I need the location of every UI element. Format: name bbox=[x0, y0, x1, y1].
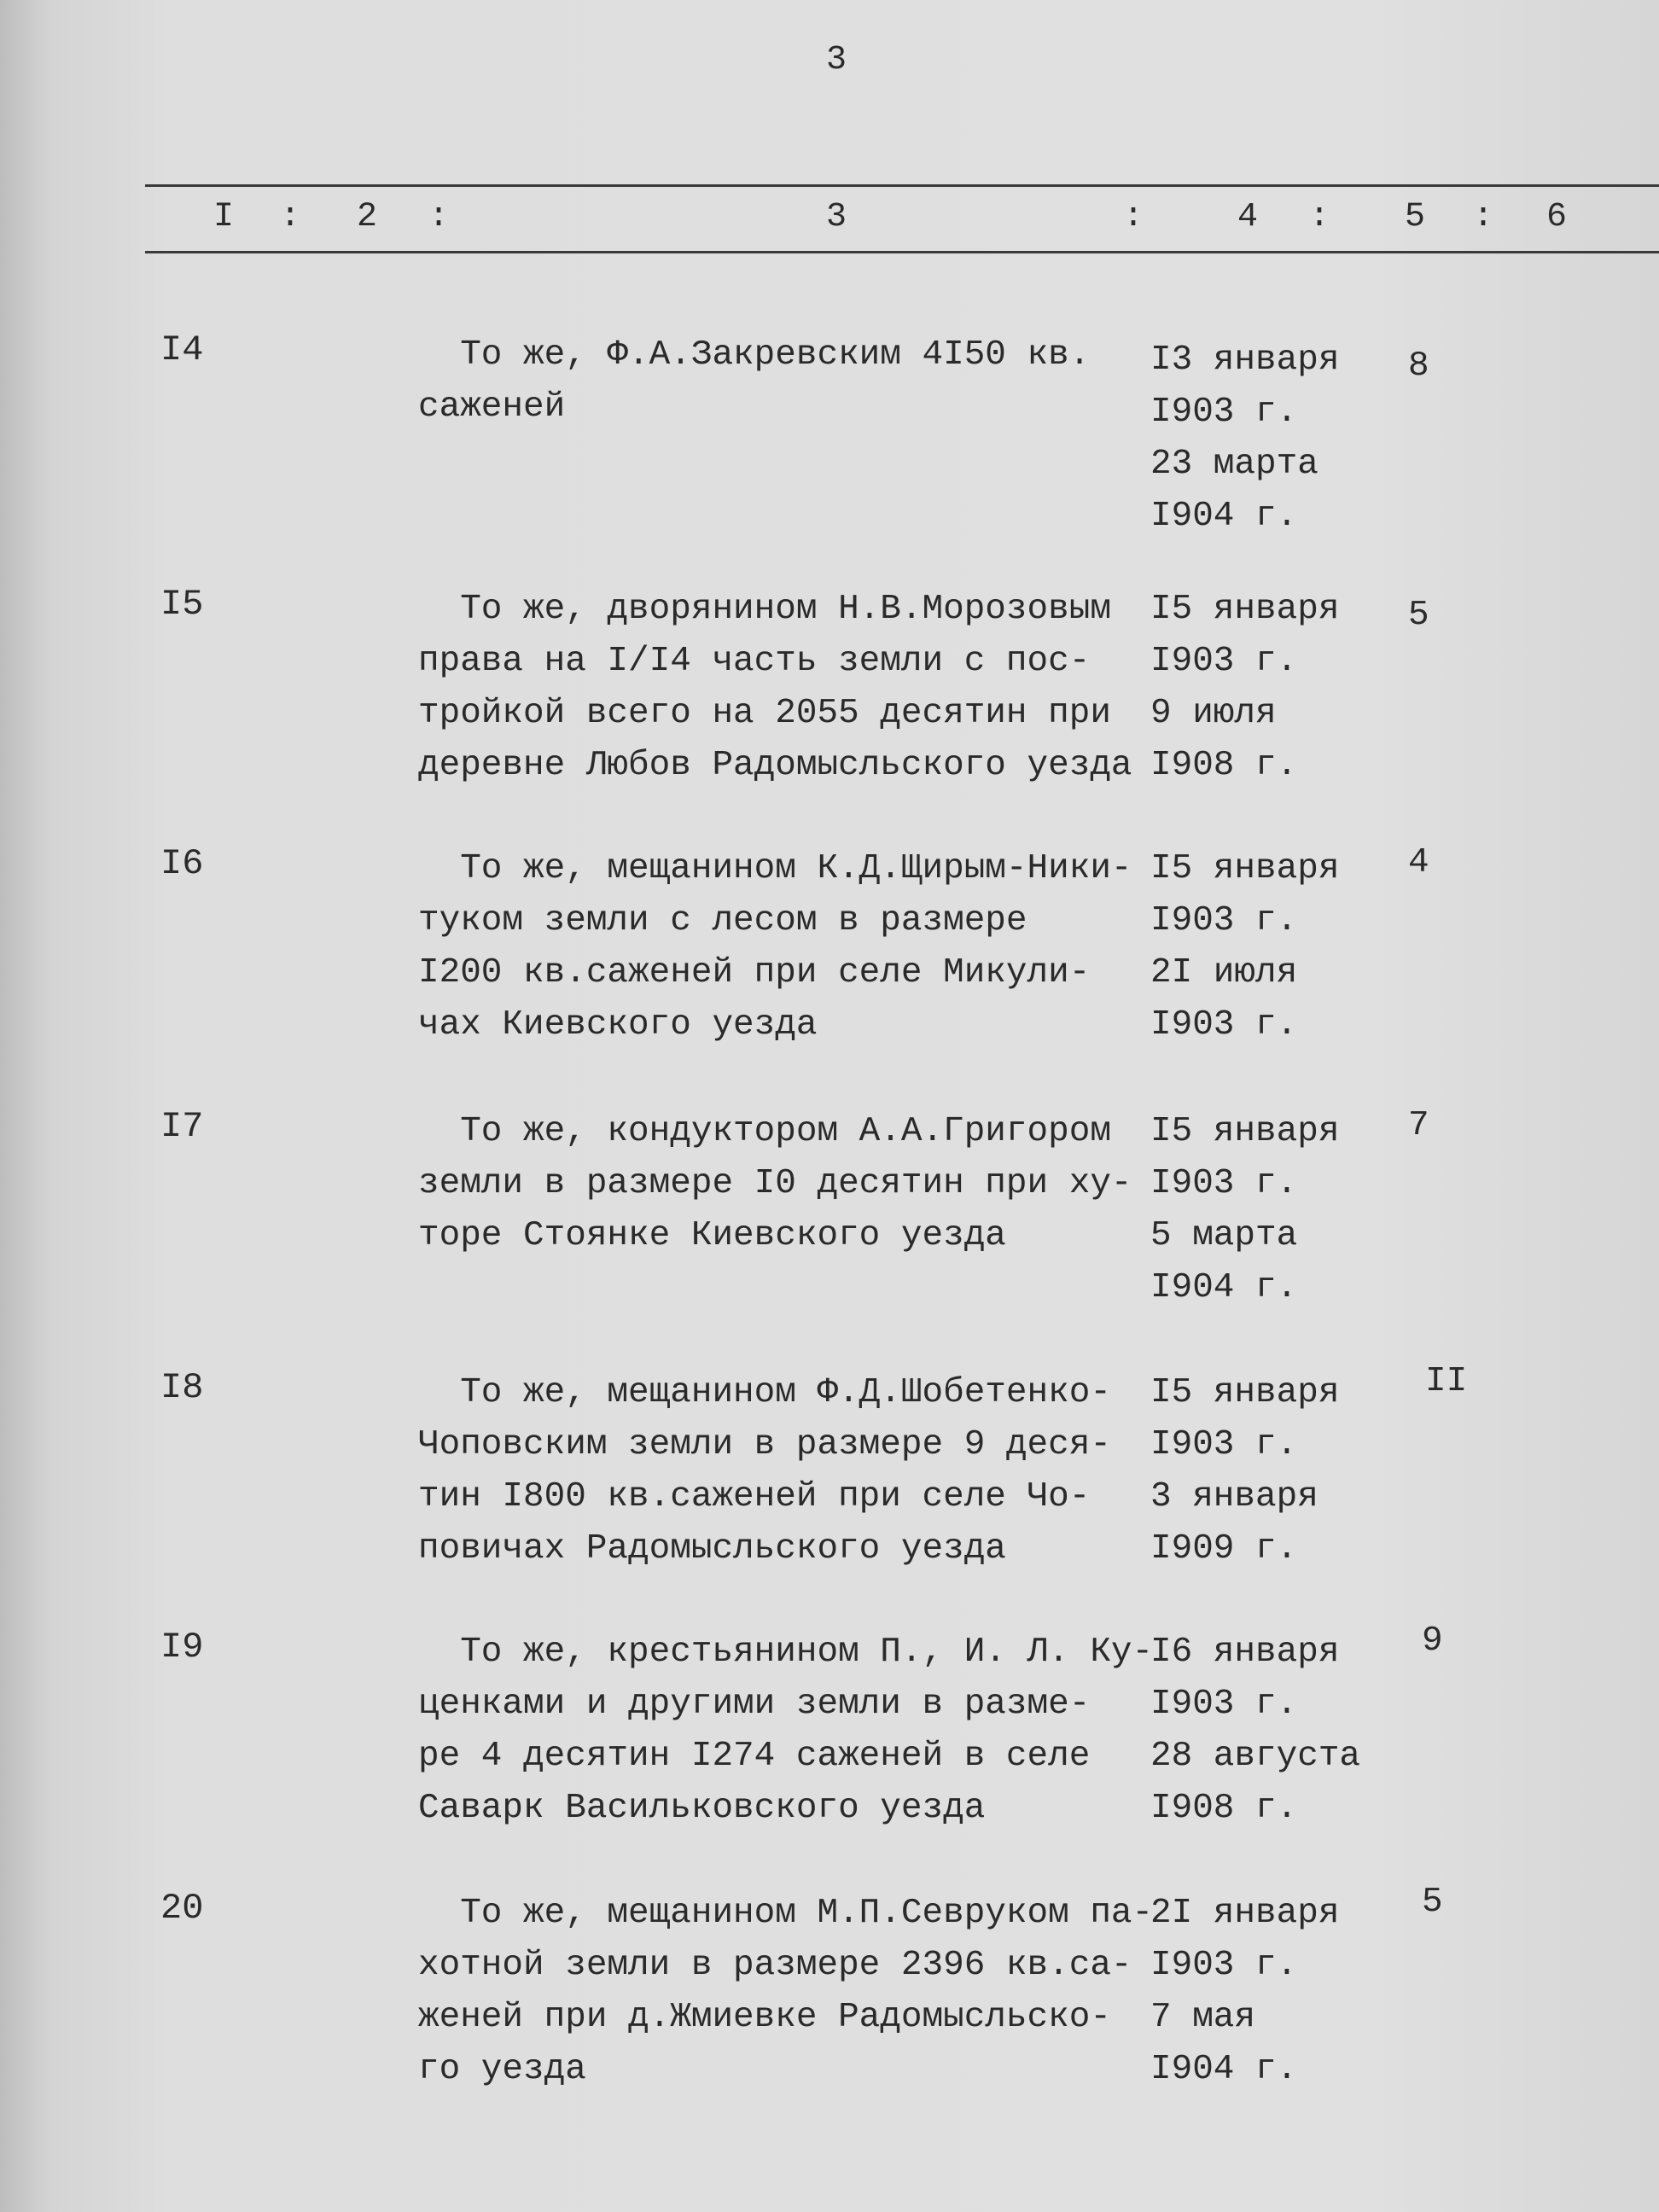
entry-sheet-count: 4 bbox=[1408, 843, 1429, 882]
entry-sheet-count: 5 bbox=[1422, 1883, 1443, 1922]
column-header-5: 5 bbox=[1405, 198, 1428, 236]
header-top-rule bbox=[145, 184, 1659, 187]
column-separator: : bbox=[428, 198, 451, 236]
page-number: 3 bbox=[825, 41, 847, 79]
entry-number: I5 bbox=[160, 584, 204, 625]
entry-sheet-count: 7 bbox=[1408, 1106, 1429, 1145]
entry-dates: I6 января I903 г. 28 августа I908 г. bbox=[1150, 1633, 1361, 1828]
entry-description: То же, мещанином М.П.Севруком па- хотной земли в размере 2396 кв.са- женей при д.Жмиевке Радомысльско- го уезда bbox=[418, 1894, 1154, 2089]
entry-description: То же, мещанином К.Д.Щирым-Ники- туком земли с лесом в размере I200 кв.саженей при селе Микули- чах Киевского уезда bbox=[418, 849, 1132, 1045]
entry-number: I6 bbox=[160, 843, 204, 884]
column-header-1: I bbox=[213, 198, 236, 236]
entry-number: I8 bbox=[160, 1367, 204, 1408]
column-separator: : bbox=[1473, 198, 1496, 236]
entry-description: То же, дворянином Н.В.Морозовым права на I/I4 часть земли с пос- тройкой всего на 2055 десятин при деревне Любов Радомысльского уезда bbox=[418, 590, 1132, 785]
entry-number: I9 bbox=[160, 1627, 204, 1668]
column-header-4: 4 bbox=[1237, 198, 1260, 236]
entry-number: I7 bbox=[160, 1106, 204, 1147]
column-separator: : bbox=[1309, 198, 1332, 236]
entry-number: I4 bbox=[160, 329, 204, 370]
entry-sheet-count: 5 bbox=[1408, 596, 1429, 635]
entry-number: 20 bbox=[160, 1888, 204, 1929]
entry-dates: I3 января I903 г. 23 марта I904 г. bbox=[1150, 341, 1340, 536]
entry-dates: I5 января I903 г. 9 июля I908 г. bbox=[1150, 590, 1340, 785]
entry-dates: 2I января I903 г. 7 мая I904 г. bbox=[1150, 1894, 1340, 2089]
column-separator: : bbox=[1123, 198, 1146, 236]
entry-description: То же, Ф.А.Закревским 4I50 кв. саженей bbox=[418, 335, 1091, 427]
column-header-2: 2 bbox=[357, 198, 380, 236]
column-header-6: 6 bbox=[1546, 198, 1569, 236]
entry-description: То же, мещанином Ф.Д.Шобетенко- Чоповским земли в размере 9 деся- тин I800 кв.саженей при селе Чо- повичах Радомысльского уезда bbox=[418, 1373, 1111, 1569]
entry-sheet-count: 9 bbox=[1422, 1621, 1443, 1661]
entry-sheet-count: 8 bbox=[1408, 346, 1429, 386]
entry-dates: I5 января I903 г. 2I июля I903 г. bbox=[1150, 849, 1340, 1045]
entry-description: То же, кондуктором А.А.Григором земли в размере I0 десятин при ху- торе Стоянке Киевского уезда bbox=[418, 1112, 1132, 1255]
header-bottom-rule bbox=[145, 251, 1659, 253]
entry-description: То же, крестьянином П., И. Л. Ку- ценками и другими земли в разме- ре 4 десятин I274 саженей в селе Саварк Васильковского уезда bbox=[418, 1633, 1154, 1828]
entry-sheet-count: II bbox=[1425, 1362, 1468, 1401]
entry-dates: I5 января I903 г. 5 марта I904 г. bbox=[1150, 1112, 1340, 1307]
column-separator: : bbox=[280, 198, 303, 236]
column-header-3: 3 bbox=[826, 198, 849, 236]
entry-dates: I5 января I903 г. 3 января I909 г. bbox=[1150, 1373, 1340, 1569]
